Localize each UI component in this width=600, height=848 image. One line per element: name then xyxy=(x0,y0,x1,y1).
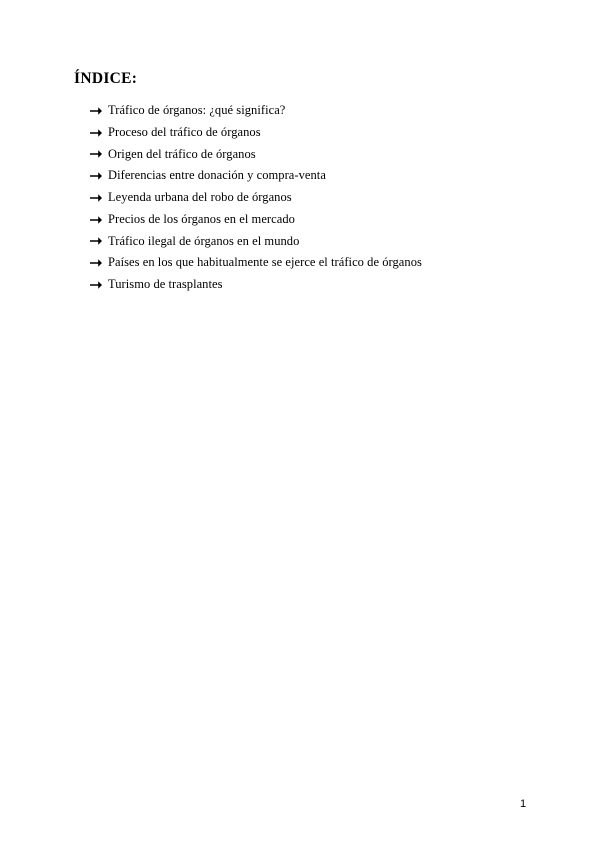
right-arrow-icon xyxy=(89,235,103,247)
toc-item-trafico-significa[interactable] xyxy=(89,100,422,122)
toc-item-origen[interactable] xyxy=(89,144,422,166)
right-arrow-icon xyxy=(89,170,103,182)
toc-item-proceso[interactable] xyxy=(89,122,422,144)
right-arrow-icon xyxy=(89,214,103,226)
toc-item-label: Turismo de trasplantes xyxy=(108,277,223,291)
right-arrow-icon xyxy=(89,105,103,117)
toc-item-label: Leyenda urbana del robo de órganos xyxy=(108,190,292,204)
toc-item-label: Origen del tráfico de órganos xyxy=(108,146,256,161)
toc-item-label: Diferencias entre donación y compra-venta xyxy=(108,168,326,183)
toc-item-trafico-ilegal[interactable] xyxy=(89,231,422,253)
toc-item-label: Tráfico ilegal de órganos en el mundo xyxy=(108,233,300,248)
right-arrow-icon xyxy=(89,279,103,291)
toc-item-leyenda[interactable] xyxy=(89,187,422,209)
toc-item-turismo[interactable] xyxy=(89,274,422,296)
right-arrow-icon xyxy=(89,127,103,139)
toc-item-label: Tráfico de órganos: ¿qué significa? xyxy=(108,103,286,117)
toc-item-label: Precios de los órganos en el mercado xyxy=(108,211,295,226)
toc-item-diferencias[interactable] xyxy=(89,165,422,187)
right-arrow-icon xyxy=(89,192,103,204)
index-title: ÍNDICE: xyxy=(74,70,138,87)
right-arrow-icon xyxy=(89,257,103,269)
page-number: 1 xyxy=(519,798,527,810)
right-arrow-icon xyxy=(89,148,103,160)
toc-item-precios[interactable] xyxy=(89,209,422,231)
toc-item-label: Países en los que habitualmente se ejerce el tráfico de órganos xyxy=(108,255,422,270)
toc-item-label: Proceso del tráfico de órganos xyxy=(108,124,261,139)
toc-item-paises[interactable] xyxy=(89,252,422,274)
table-of-contents xyxy=(89,100,422,296)
